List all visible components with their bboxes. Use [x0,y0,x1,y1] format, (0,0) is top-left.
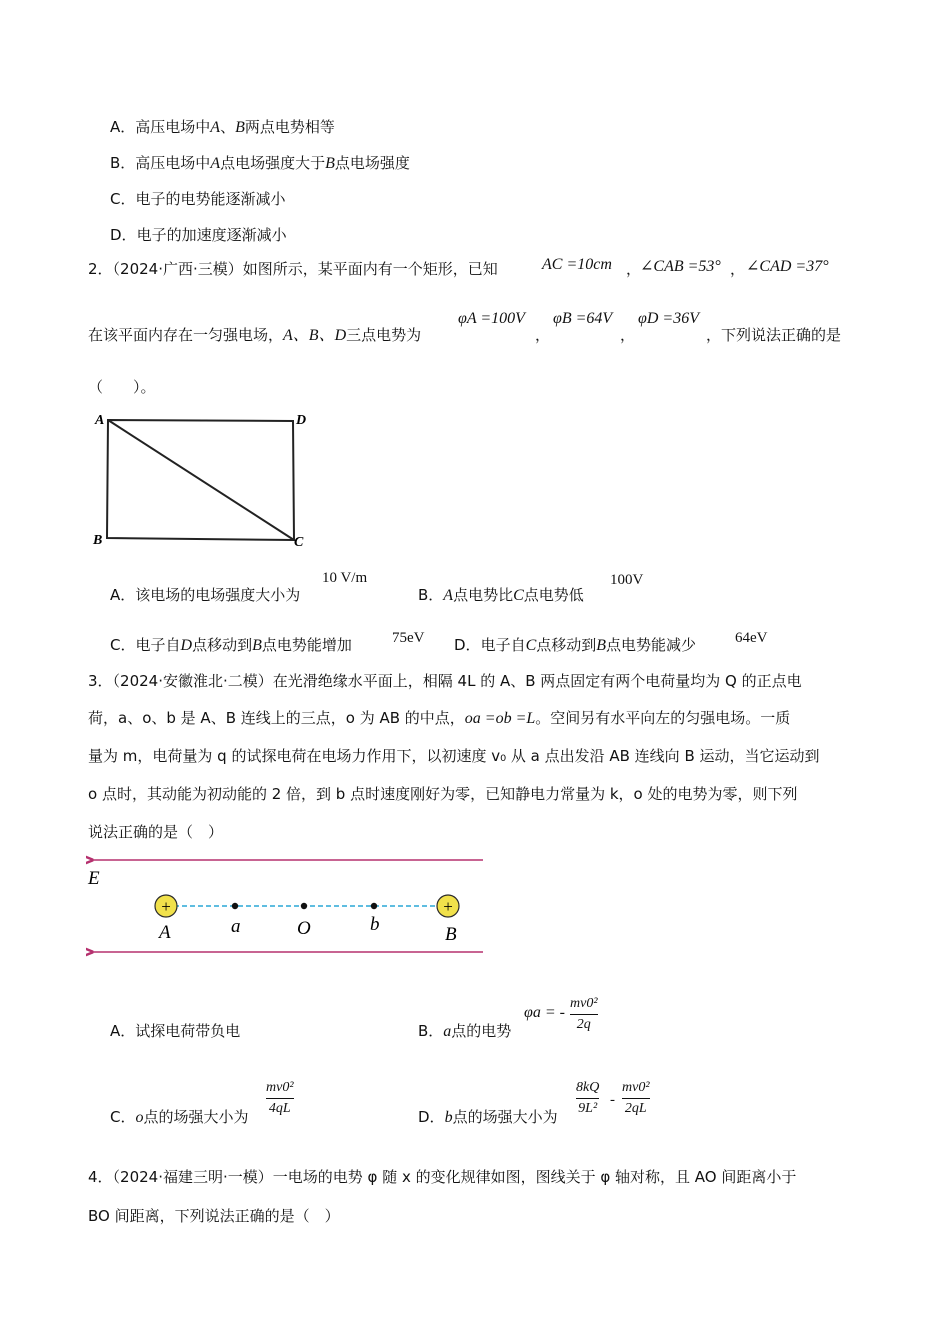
q1-option-c: C．电子的电势能逐渐减小 [110,190,286,208]
q3-stem-line5: 说法正确的是（ ） [88,823,224,841]
q2-sep-1: ， [626,260,642,278]
label-o: O [297,918,311,939]
label-b: b [370,914,380,935]
q2-phi-d: φD =36V [638,310,699,327]
q2-option-c: C．电子自D点移动到B点电势能增加 [110,636,352,654]
q2-stem-line2-end: ，下列说法正确的是 [706,326,842,344]
q3-option-b-lhs: φa = - [524,1004,565,1021]
q3-option-c-fraction: mv0² 4qL [266,1080,294,1116]
q3-option-d-fraction-1: 8kQ 9L² [576,1080,600,1116]
q3-stem-line2: 荷，a、o、b 是 A、B 连线上的三点，o 为 AB 的中点，oa =ob =L。空间另有水平向左的匀强电场。一质 [88,709,791,727]
q1-option-a: A．高压电场中A、B两点电势相等 [110,118,335,136]
q2-sep-3: ， [535,326,551,344]
q2-label-b: B [93,533,103,548]
q3-stem-line3: 量为 m，电荷量为 q 的试探电荷在电场力作用下，以初速度 v₀ 从 a 点出发沿 AB 连线向 B 运动，当它运动到 [88,747,820,765]
plus-sign-a: + [161,897,171,916]
label-a: a [231,916,241,937]
q4-stem-line1: 4．（2024·福建三明·一模）一电场的电势 φ 随 x 的变化规律如图，图线关于 φ 轴对称，且 AO 间距离小于 [88,1168,797,1186]
q2-option-a-value: 10 V/m [322,570,368,586]
q1-option-b: B．高压电场中A点电场强度大于B点电场强度 [110,154,410,172]
q3-option-d: D．b点的场强大小为 [418,1108,558,1126]
q3-option-d-minus: - [610,1092,615,1108]
q2-cond-cab: ∠CAB =53° [640,258,721,275]
q2-diagonal-ac [108,420,294,540]
q3-field-figure [86,848,491,963]
point-b [371,903,377,909]
label-charge-a: A [159,922,171,943]
q2-answer-bracket: （ ）。 [88,378,156,396]
point-a [232,903,238,909]
q2-stem-line1: 2．（2024·广西·三模）如图所示，某平面内有一个矩形，已知 [88,260,498,278]
q3-option-b-fraction: mv0² 2q [570,996,598,1032]
q4-stem-line2: BO 间距离，下列说法正确的是（ ） [88,1207,340,1225]
q1-option-d: D．电子的加速度逐渐减小 [110,226,287,244]
q2-option-c-value: 75eV [392,630,425,646]
q2-cond-ac: AC =10cm [542,256,612,273]
q2-label-d: D [296,413,307,428]
point-o [301,903,307,909]
q3-option-a: A．试探电荷带负电 [110,1022,241,1040]
q2-rectangle-figure [88,400,318,555]
q2-option-d-value: 64eV [735,630,768,646]
label-e: E [88,868,100,889]
q2-label-a: A [95,413,105,428]
q2-option-b-value: 100V [610,572,644,588]
q2-stem-line2: 在该平面内存在一匀强电场，A、B、D三点电势为 [88,326,422,344]
q3-option-c: C．o点的场强大小为 [110,1108,249,1126]
q2-sep-4: ， [620,326,636,344]
label-charge-b: B [445,924,457,945]
q2-phi-a: φA =100V [458,310,525,327]
q3-stem-line1: 3．（2024·安徽淮北·二模）在光滑绝缘水平面上，相隔 4L 的 A、B 两点固定有两个电荷量均为 Q 的正点电 [88,672,802,690]
q3-option-d-fraction-2: mv0² 2qL [622,1080,650,1116]
q2-option-a: A．该电场的电场强度大小为 [110,586,301,604]
q3-stem-line4: o 点时，其动能为初动能的 2 倍，到 b 点时速度刚好为零，已知静电力常量为 k，o 处的电势为零，则下列 [88,785,798,803]
q3-option-b: B．a点的电势 [418,1022,512,1040]
q2-sep-2: ， [730,260,746,278]
plus-sign-b: + [443,897,453,916]
q2-option-b: B．A点电势比C点电势低 [418,586,584,604]
q2-option-d: D．电子自C点移动到B点电势能减少 [454,636,697,654]
q2-cond-cad: ∠CAD =37° [746,258,829,275]
q2-phi-b: φB =64V [553,310,613,327]
q2-label-c: C [294,535,304,550]
